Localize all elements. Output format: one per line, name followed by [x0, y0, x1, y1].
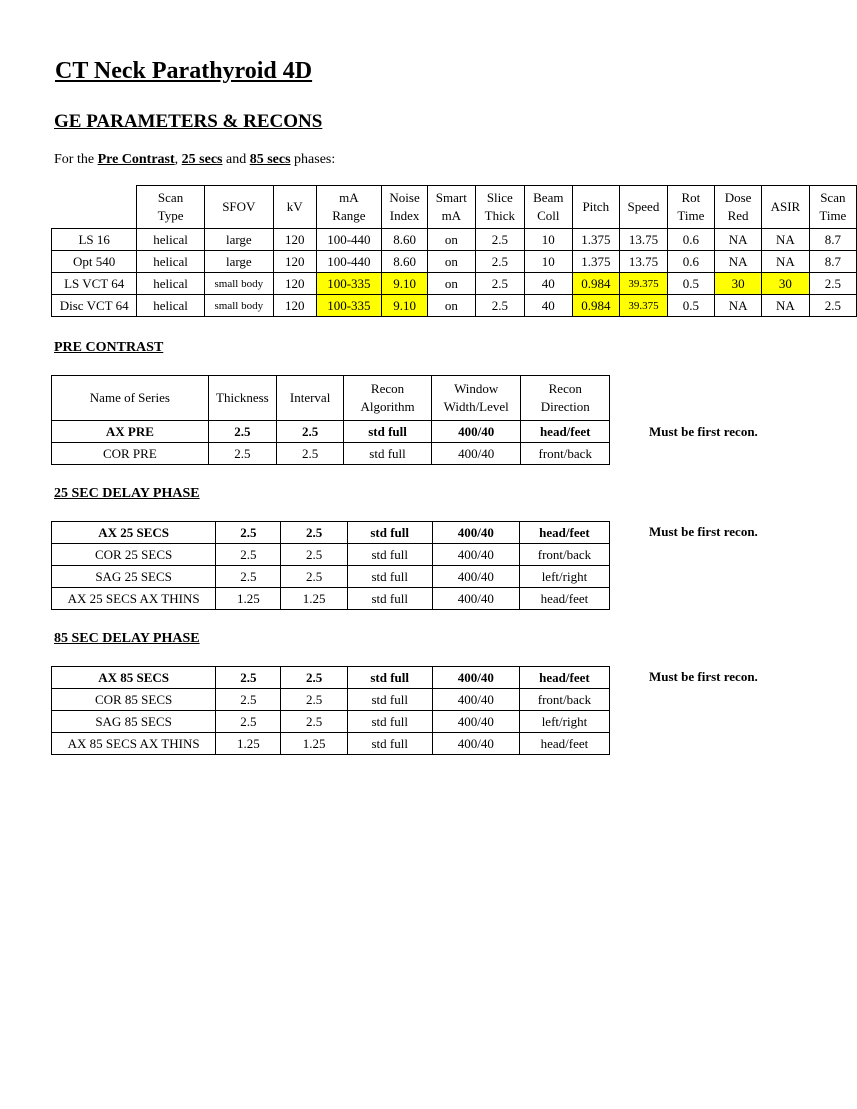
table-cell: front/back — [519, 544, 609, 566]
table-cell: std full — [347, 667, 432, 689]
ge-header-cell — [52, 186, 137, 229]
table-cell: 40 — [525, 295, 573, 317]
first-recon-note: Must be first recon. — [649, 524, 758, 539]
ge-header-cell — [137, 186, 204, 229]
ge-header-cell — [620, 186, 668, 229]
table-cell: 9.10 — [382, 295, 428, 317]
table-row — [52, 295, 857, 317]
table-row — [52, 667, 610, 689]
table-cell: large — [204, 229, 273, 251]
table-cell: 2.5 — [216, 522, 281, 544]
table-cell: std full — [347, 566, 432, 588]
recon-header-text: Name of Series — [89, 390, 170, 405]
pre-contrast-table — [51, 375, 610, 465]
table-cell: 100-440 — [316, 251, 382, 273]
table-cell: 400/40 — [432, 544, 519, 566]
ge-header-text: ASIR — [770, 199, 801, 214]
table-cell: 2.5 — [216, 667, 281, 689]
table-cell: COR PRE — [52, 443, 209, 465]
table-cell: 2.5 — [216, 544, 281, 566]
intro-suffix: phases: — [290, 152, 336, 167]
table-row — [52, 443, 610, 465]
table-cell: helical — [137, 229, 204, 251]
ge-header-cell — [382, 186, 428, 229]
table-cell: 2.5 — [281, 522, 347, 544]
table-cell: 100-335 — [316, 295, 382, 317]
table-cell: small body — [204, 273, 273, 295]
table-cell: 2.5 — [281, 711, 347, 733]
recon-header-cell — [521, 376, 610, 421]
table-cell: std full — [344, 443, 432, 465]
table-cell: NA — [762, 251, 810, 273]
ge-header-text: Coll — [537, 208, 560, 223]
table-cell: 39.375 — [620, 273, 668, 295]
table-cell: small body — [204, 295, 273, 317]
intro-text — [54, 152, 335, 168]
page-subtitle: GE PARAMETERS & RECONS — [54, 111, 323, 132]
ge-header-text: Rot — [681, 190, 701, 205]
ge-header-cell — [572, 186, 619, 229]
table-cell: on — [427, 295, 475, 317]
table-cell: 2.5 — [277, 421, 344, 443]
ge-header-cell — [525, 186, 573, 229]
intro-sep: and — [222, 152, 250, 167]
ge-header-text: mA — [441, 208, 462, 223]
ge-header-text: Index — [389, 208, 420, 223]
table-cell: NA — [762, 229, 810, 251]
delay-25-table — [51, 521, 610, 610]
ge-header-text: Scan — [157, 190, 184, 205]
table-cell: 400/40 — [432, 689, 519, 711]
intro-sep: , — [174, 152, 182, 167]
table-cell: LS VCT 64 — [52, 273, 137, 295]
table-cell: 30 — [762, 273, 810, 295]
ge-header-cell — [204, 186, 273, 229]
table-cell: 1.25 — [216, 588, 281, 610]
table-row — [52, 251, 857, 273]
table-cell: helical — [137, 273, 204, 295]
table-cell: AX 25 SECS — [52, 522, 216, 544]
table-cell: 0.6 — [667, 251, 714, 273]
table-cell: 2.5 — [809, 273, 856, 295]
table-cell: 400/40 — [431, 443, 521, 465]
table-cell: head/feet — [519, 588, 609, 610]
table-row — [52, 544, 610, 566]
ge-header-text: Thick — [484, 208, 515, 223]
table-cell: helical — [137, 251, 204, 273]
ge-header-text: Speed — [627, 199, 660, 214]
table-cell: 0.6 — [667, 229, 714, 251]
table-cell: 0.5 — [667, 295, 714, 317]
table-cell: head/feet — [521, 421, 610, 443]
ge-header-text: Slice — [486, 190, 513, 205]
table-row — [52, 689, 610, 711]
table-cell: 13.75 — [620, 251, 668, 273]
table-cell: large — [204, 251, 273, 273]
table-cell: 30 — [715, 273, 762, 295]
recon-header-text: Interval — [289, 390, 331, 405]
ge-header-text: Pitch — [582, 199, 610, 214]
recon-header-text: Width/Level — [443, 399, 509, 414]
table-cell: 400/40 — [432, 711, 519, 733]
table-cell: std full — [347, 733, 432, 755]
ge-header-text: mA — [339, 190, 359, 205]
table-cell: AX 85 SECS AX THINS — [52, 733, 216, 755]
table-cell: NA — [715, 295, 762, 317]
ge-header-cell — [762, 186, 810, 229]
delay-85-table — [51, 666, 610, 755]
ge-header-text: Scan — [820, 190, 846, 205]
table-cell: 8.60 — [382, 229, 428, 251]
table-cell: 2.5 — [475, 273, 524, 295]
table-cell: AX PRE — [52, 421, 209, 443]
table-cell: Opt 540 — [52, 251, 137, 273]
table-row — [52, 566, 610, 588]
table-cell: NA — [715, 251, 762, 273]
ge-header-row — [52, 186, 857, 229]
recon-header-text: Algorithm — [360, 399, 415, 414]
table-cell: 2.5 — [475, 295, 524, 317]
table-cell: 8.7 — [809, 229, 856, 251]
recon-header-cell — [344, 376, 432, 421]
table-cell: 13.75 — [620, 229, 668, 251]
table-cell: 2.5 — [208, 421, 276, 443]
table-cell: left/right — [519, 566, 609, 588]
ge-header-cell — [475, 186, 524, 229]
table-cell: COR 25 SECS — [52, 544, 216, 566]
table-cell: AX 25 SECS AX THINS — [52, 588, 216, 610]
table-cell: 9.10 — [382, 273, 428, 295]
table-row — [52, 229, 857, 251]
table-row — [52, 711, 610, 733]
table-cell: std full — [347, 588, 432, 610]
table-cell: 100-335 — [316, 273, 382, 295]
table-row — [52, 522, 610, 544]
ge-header-text: Smart — [435, 190, 467, 205]
ge-header-cell — [316, 186, 382, 229]
table-cell: on — [427, 273, 475, 295]
table-cell: 400/40 — [432, 588, 519, 610]
table-cell: COR 85 SECS — [52, 689, 216, 711]
table-cell: 400/40 — [431, 421, 521, 443]
section-heading-pre-contrast: PRE CONTRAST — [54, 340, 164, 355]
table-cell: 2.5 — [281, 566, 347, 588]
first-recon-note: Must be first recon. — [649, 424, 758, 439]
table-row — [52, 421, 610, 443]
recon-header-text: Recon — [548, 381, 582, 396]
table-cell: 2.5 — [809, 295, 856, 317]
table-cell: std full — [347, 689, 432, 711]
table-cell: 400/40 — [432, 566, 519, 588]
table-cell: 0.5 — [667, 273, 714, 295]
ge-header-cell — [809, 186, 856, 229]
ge-header-text: Noise — [389, 190, 420, 205]
section-heading-25-sec: 25 SEC DELAY PHASE — [54, 486, 200, 501]
recon-header-text: Window — [454, 381, 499, 396]
table-cell: 2.5 — [281, 689, 347, 711]
first-recon-note: Must be first recon. — [649, 669, 758, 684]
table-cell: 39.375 — [620, 295, 668, 317]
table-cell: std full — [344, 421, 432, 443]
table-cell: 1.25 — [216, 733, 281, 755]
ge-header-text: Type — [157, 208, 184, 223]
table-cell: 2.5 — [216, 689, 281, 711]
table-cell: 120 — [273, 273, 316, 295]
table-cell: 2.5 — [475, 229, 524, 251]
table-cell: head/feet — [519, 733, 609, 755]
table-cell: NA — [762, 295, 810, 317]
table-cell: 2.5 — [216, 711, 281, 733]
table-cell: std full — [347, 711, 432, 733]
table-cell: on — [427, 229, 475, 251]
table-cell: 40 — [525, 273, 573, 295]
table-row — [52, 588, 610, 610]
recon-header-cell — [52, 376, 209, 421]
table-cell: SAG 25 SECS — [52, 566, 216, 588]
table-cell: 100-440 — [316, 229, 382, 251]
table-cell: 400/40 — [432, 667, 519, 689]
table-cell: 400/40 — [432, 522, 519, 544]
table-cell: 1.25 — [281, 588, 347, 610]
intro-prefix: For the — [54, 152, 98, 167]
table-cell: 10 — [525, 251, 573, 273]
table-cell: helical — [137, 295, 204, 317]
table-cell: 8.7 — [809, 251, 856, 273]
recon-header-row — [52, 376, 610, 421]
recon-header-text: Direction — [540, 399, 590, 414]
intro-phase-85: 85 secs — [249, 152, 291, 167]
table-cell: 1.375 — [572, 229, 619, 251]
recon-header-cell — [208, 376, 276, 421]
table-cell: 1.375 — [572, 251, 619, 273]
table-cell: 120 — [273, 251, 316, 273]
table-cell: head/feet — [519, 667, 609, 689]
table-cell: 1.25 — [281, 733, 347, 755]
recon-header-text: Recon — [370, 381, 405, 396]
table-cell: 10 — [525, 229, 573, 251]
ge-header-cell — [667, 186, 714, 229]
ge-header-text: Beam — [533, 190, 564, 205]
table-row — [52, 273, 857, 295]
table-cell: std full — [347, 544, 432, 566]
table-cell: 2.5 — [277, 443, 344, 465]
intro-phase-25: 25 secs — [181, 152, 223, 167]
recon-header-cell — [431, 376, 521, 421]
table-cell: 120 — [273, 295, 316, 317]
table-cell: front/back — [521, 443, 610, 465]
ge-header-text: SFOV — [222, 199, 256, 214]
table-cell: 2.5 — [208, 443, 276, 465]
ge-header-text: Dose — [724, 190, 752, 205]
table-cell: LS 16 — [52, 229, 137, 251]
section-heading-85-sec: 85 SEC DELAY PHASE — [54, 631, 200, 646]
table-cell: 2.5 — [475, 251, 524, 273]
table-cell: front/back — [519, 689, 609, 711]
table-cell: 120 — [273, 229, 316, 251]
table-cell: on — [427, 251, 475, 273]
table-cell: 2.5 — [281, 667, 347, 689]
table-cell: left/right — [519, 711, 609, 733]
table-cell: 2.5 — [281, 544, 347, 566]
page-title: CT Neck Parathyroid 4D — [55, 58, 313, 84]
intro-phase-pre: Pre Contrast — [97, 152, 175, 167]
table-cell: 2.5 — [216, 566, 281, 588]
ge-header-cell — [427, 186, 475, 229]
ge-header-text: kV — [286, 199, 303, 214]
ge-header-text: Range — [332, 208, 366, 223]
ge-header-text: Red — [727, 208, 749, 223]
ge-header-text: Time — [819, 208, 847, 223]
ge-header-text: Time — [677, 208, 705, 223]
ge-header-cell — [273, 186, 316, 229]
table-cell: 0.984 — [572, 295, 619, 317]
table-cell: std full — [347, 522, 432, 544]
table-cell: 400/40 — [432, 733, 519, 755]
table-cell: SAG 85 SECS — [52, 711, 216, 733]
table-cell: head/feet — [519, 522, 609, 544]
recon-header-cell — [277, 376, 344, 421]
ge-parameters-table — [51, 185, 857, 317]
recon-header-text: Thickness — [216, 390, 269, 405]
table-cell: NA — [715, 229, 762, 251]
table-cell: Disc VCT 64 — [52, 295, 137, 317]
table-cell: 8.60 — [382, 251, 428, 273]
table-cell: AX 85 SECS — [52, 667, 216, 689]
ge-header-cell — [715, 186, 762, 229]
table-cell: 0.984 — [572, 273, 619, 295]
table-row — [52, 733, 610, 755]
